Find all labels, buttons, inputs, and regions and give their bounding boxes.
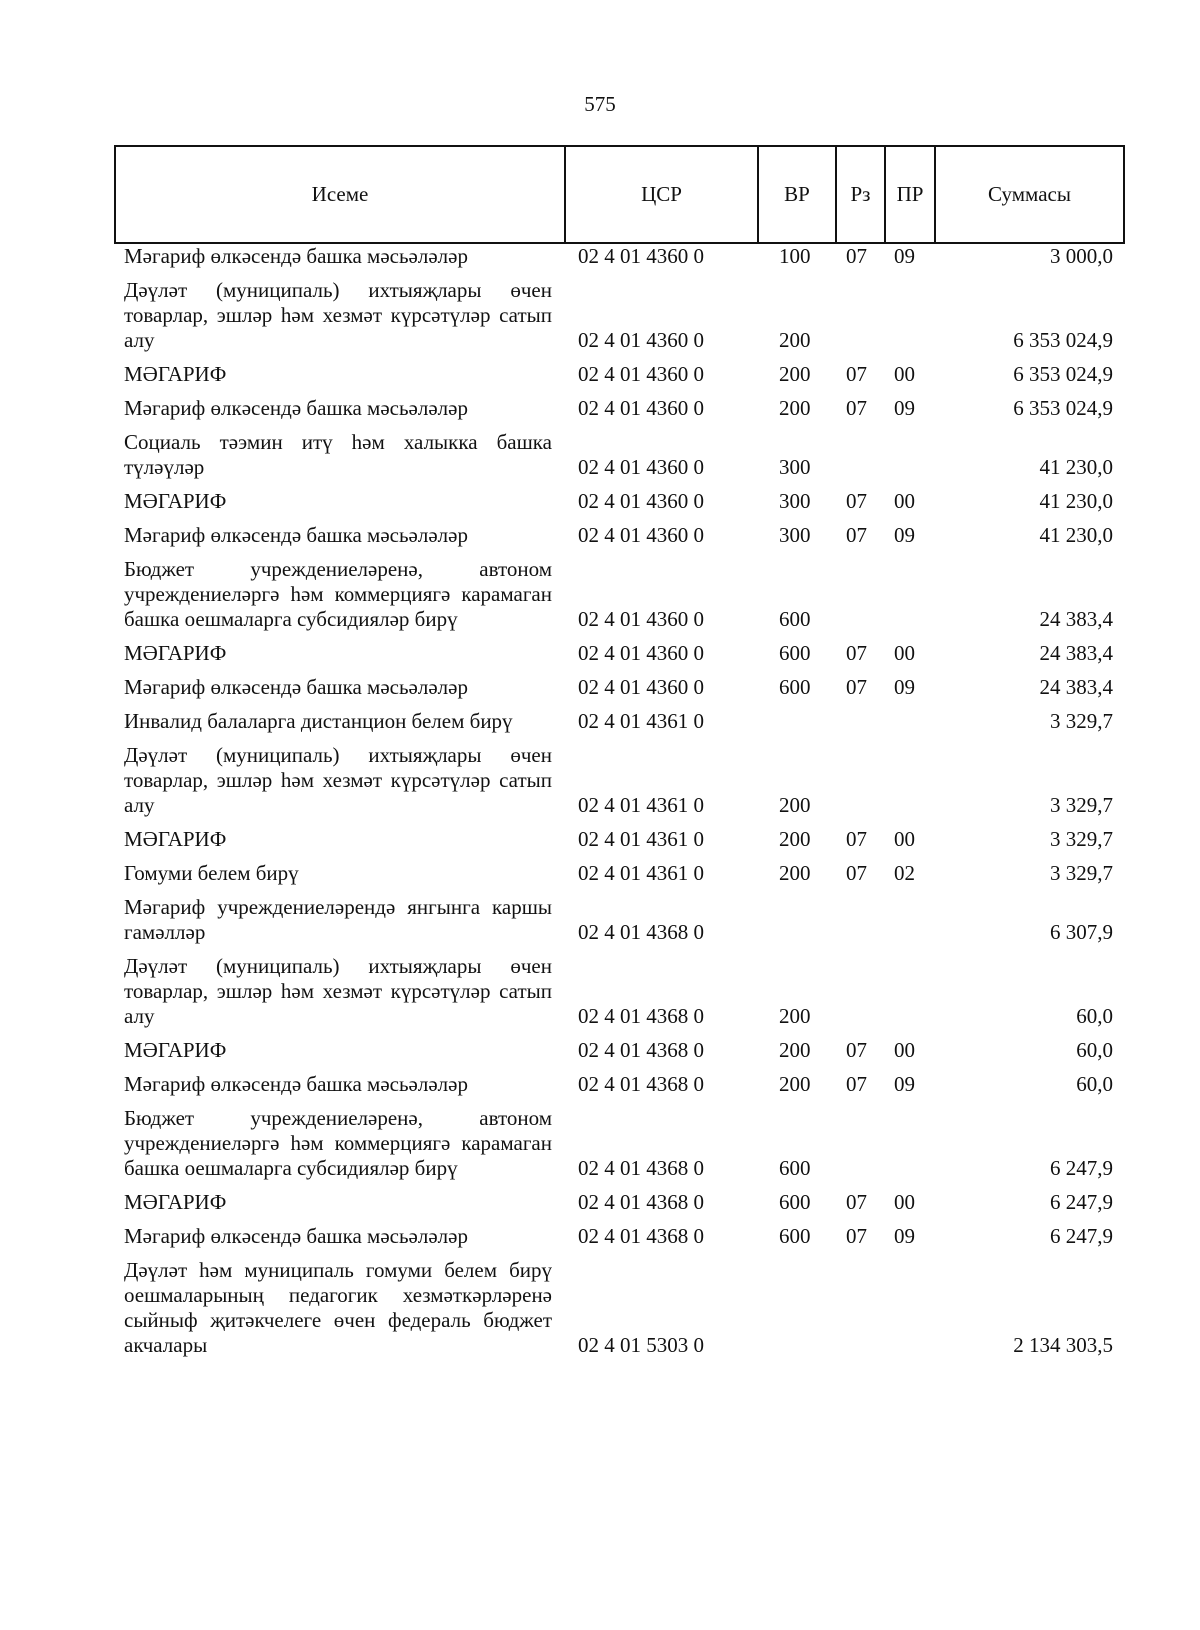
cell-csr: 02 4 01 4361 0: [578, 861, 704, 885]
cell-sum: 6 247,9: [1050, 1190, 1113, 1214]
cell-csr: 02 4 01 4360 0: [578, 244, 704, 268]
cell-vr: 600: [779, 641, 811, 665]
cell-sum: 6 247,9: [1050, 1224, 1113, 1248]
table-row: [114, 1258, 1125, 1367]
cell-csr: 02 4 01 4368 0: [578, 1038, 704, 1062]
cell-sum: 3 329,7: [1050, 861, 1113, 885]
table-body: [114, 244, 1125, 1367]
cell-name: Мәгариф өлкәсендә башка мәсьәләләр: [124, 396, 468, 420]
cell-vr: 200: [779, 1038, 811, 1062]
cell-vr: 100: [779, 244, 811, 268]
cell-vr: 200: [779, 827, 811, 851]
header-sum: Суммасы: [988, 182, 1071, 206]
cell-vr: 200: [779, 793, 811, 817]
cell-vr: 600: [779, 1224, 811, 1248]
table-row: [114, 489, 1125, 523]
header-csr: ЦСР: [566, 147, 759, 242]
table-header: [114, 145, 1125, 244]
cell-vr: 200: [779, 328, 811, 352]
table-row: [114, 1190, 1125, 1224]
header-vr: ВР: [759, 147, 837, 242]
cell-rz: 07: [846, 489, 867, 513]
cell-sum: 2 134 303,5: [1013, 1333, 1113, 1357]
cell-rz: 07: [846, 641, 867, 665]
cell-csr: 02 4 01 4361 0: [578, 827, 704, 851]
table-row: [114, 523, 1125, 557]
cell-name: Социаль тәэмин итү һәм халыкка башка түләүләр: [124, 430, 552, 479]
cell-pr: 09: [894, 1224, 915, 1248]
table-row: [114, 709, 1125, 743]
cell-name: МӘГАРИФ: [124, 827, 227, 851]
cell-sum: 6 353 024,9: [1013, 396, 1113, 420]
cell-csr: 02 4 01 4360 0: [578, 328, 704, 352]
cell-csr: 02 4 01 4360 0: [578, 641, 704, 665]
cell-name: Мәгариф өлкәсендә башка мәсьәләләр: [124, 1224, 468, 1248]
cell-sum: 6 247,9: [1050, 1156, 1113, 1180]
cell-vr: 200: [779, 362, 811, 386]
cell-csr: 02 4 01 4361 0: [578, 793, 704, 817]
cell-csr: 02 4 01 5303 0: [578, 1333, 704, 1357]
cell-pr: 09: [894, 523, 915, 547]
cell-pr: 00: [894, 489, 915, 513]
cell-vr: 300: [779, 523, 811, 547]
table-row: [114, 743, 1125, 827]
cell-rz: 07: [846, 244, 867, 268]
cell-csr: 02 4 01 4360 0: [578, 523, 704, 547]
cell-csr: 02 4 01 4360 0: [578, 455, 704, 479]
cell-name: МӘГАРИФ: [124, 1190, 227, 1214]
cell-name: Инвалид балаларга дистанцион белем бирү: [124, 709, 513, 733]
cell-sum: 3 329,7: [1050, 827, 1113, 851]
table-row: [114, 396, 1125, 430]
cell-name: Дәүләт (муниципаль) ихтыяҗлары өчен товарлар, эшләр һәм хезмәт күрсәтүләр сатып алу: [124, 954, 552, 1028]
cell-vr: 600: [779, 1190, 811, 1214]
cell-pr: 00: [894, 1038, 915, 1062]
cell-sum: 60,0: [1076, 1072, 1113, 1096]
cell-name: МӘГАРИФ: [124, 489, 227, 513]
cell-rz: 07: [846, 396, 867, 420]
cell-csr: 02 4 01 4360 0: [578, 396, 704, 420]
cell-pr: 02: [894, 861, 915, 885]
header-rz: Рз: [837, 147, 886, 242]
cell-pr: 00: [894, 641, 915, 665]
cell-rz: 07: [846, 1224, 867, 1248]
cell-sum: 3 329,7: [1050, 709, 1113, 733]
cell-name: Бюджет учреждениеләренә, автоном учреждениеләргә һәм коммерциягә карамаган башка оешмаларга субсидияләр бирү: [124, 1106, 552, 1180]
cell-pr: 09: [894, 1072, 915, 1096]
cell-sum: 24 383,4: [1039, 641, 1113, 665]
cell-name: Дәүләт (муниципаль) ихтыяҗлары өчен товарлар, эшләр һәм хезмәт күрсәтүләр сатып алу: [124, 743, 552, 817]
cell-pr: 09: [894, 244, 915, 268]
cell-sum: 60,0: [1076, 1038, 1113, 1062]
header-name: Исеме: [116, 147, 566, 242]
table-row: [114, 362, 1125, 396]
cell-name: Дәүләт (муниципаль) ихтыяҗлары өчен товарлар, эшләр һәм хезмәт күрсәтүләр сатып алу: [124, 278, 552, 352]
cell-sum: 24 383,4: [1039, 607, 1113, 631]
cell-sum: 41 230,0: [1039, 489, 1113, 513]
table-row: [114, 557, 1125, 641]
cell-rz: 07: [846, 362, 867, 386]
cell-vr: 200: [779, 1004, 811, 1028]
cell-sum: 41 230,0: [1039, 455, 1113, 479]
cell-sum: 3 329,7: [1050, 793, 1113, 817]
cell-name: Мәгариф өлкәсендә башка мәсьәләләр: [124, 675, 468, 699]
table-row: [114, 244, 1125, 278]
cell-rz: 07: [846, 1038, 867, 1062]
cell-pr: 00: [894, 1190, 915, 1214]
table-row: [114, 1038, 1125, 1072]
cell-rz: 07: [846, 675, 867, 699]
cell-pr: 09: [894, 675, 915, 699]
cell-vr: 200: [779, 861, 811, 885]
cell-csr: 02 4 01 4368 0: [578, 1004, 704, 1028]
cell-name: МӘГАРИФ: [124, 362, 227, 386]
table-row: [114, 895, 1125, 954]
table-row: [114, 641, 1125, 675]
cell-vr: 300: [779, 455, 811, 479]
table-row: [114, 430, 1125, 489]
cell-name: Мәгариф өлкәсендә башка мәсьәләләр: [124, 523, 468, 547]
cell-name: Мәгариф учреждениеләрендә янгынга каршы гамәлләр: [124, 895, 552, 944]
table-row: [114, 1106, 1125, 1190]
table-row: [114, 278, 1125, 362]
cell-csr: 02 4 01 4360 0: [578, 675, 704, 699]
cell-sum: 6 353 024,9: [1013, 362, 1113, 386]
cell-csr: 02 4 01 4361 0: [578, 709, 704, 733]
cell-sum: 3 000,0: [1050, 244, 1113, 268]
table-row: [114, 861, 1125, 895]
cell-name: Гомуми белем бирү: [124, 861, 299, 885]
cell-csr: 02 4 01 4368 0: [578, 1156, 704, 1180]
cell-csr: 02 4 01 4360 0: [578, 489, 704, 513]
cell-vr: 600: [779, 1156, 811, 1180]
cell-csr: 02 4 01 4360 0: [578, 362, 704, 386]
table-row: [114, 1072, 1125, 1106]
cell-vr: 600: [779, 675, 811, 699]
cell-sum: 6 307,9: [1050, 920, 1113, 944]
cell-csr: 02 4 01 4360 0: [578, 607, 704, 631]
cell-name: МӘГАРИФ: [124, 641, 227, 665]
cell-csr: 02 4 01 4368 0: [578, 1224, 704, 1248]
header-pr: ПР: [886, 147, 936, 242]
table-row: [114, 1224, 1125, 1258]
cell-pr: 00: [894, 827, 915, 851]
cell-name: Бюджет учреждениеләренә, автоном учреждениеләргә һәм коммерциягә карамаган башка оешмаларга субсидияләр бирү: [124, 557, 552, 631]
cell-vr: 200: [779, 396, 811, 420]
cell-rz: 07: [846, 1190, 867, 1214]
cell-sum: 41 230,0: [1039, 523, 1113, 547]
cell-rz: 07: [846, 827, 867, 851]
cell-pr: 00: [894, 362, 915, 386]
cell-name: Мәгариф өлкәсендә башка мәсьәләләр: [124, 244, 468, 268]
cell-rz: 07: [846, 523, 867, 547]
table-row: [114, 954, 1125, 1038]
cell-rz: 07: [846, 1072, 867, 1096]
cell-name: МӘГАРИФ: [124, 1038, 227, 1062]
cell-sum: 6 353 024,9: [1013, 328, 1113, 352]
page-number: 575: [584, 92, 616, 116]
cell-pr: 09: [894, 396, 915, 420]
cell-csr: 02 4 01 4368 0: [578, 1190, 704, 1214]
cell-name: Дәүләт һәм муниципаль гомуми белем бирү оешмаларының педагогик хезмәткәрләренә сыйныф җитәкчелеге өчен федераль бюджет акчалары: [124, 1258, 552, 1357]
cell-csr: 02 4 01 4368 0: [578, 920, 704, 944]
cell-sum: 24 383,4: [1039, 675, 1113, 699]
table-row: [114, 827, 1125, 861]
cell-csr: 02 4 01 4368 0: [578, 1072, 704, 1096]
cell-sum: 60,0: [1076, 1004, 1113, 1028]
table-row: [114, 675, 1125, 709]
cell-vr: 200: [779, 1072, 811, 1096]
cell-name: Мәгариф өлкәсендә башка мәсьәләләр: [124, 1072, 468, 1096]
cell-rz: 07: [846, 861, 867, 885]
cell-vr: 600: [779, 607, 811, 631]
cell-vr: 300: [779, 489, 811, 513]
